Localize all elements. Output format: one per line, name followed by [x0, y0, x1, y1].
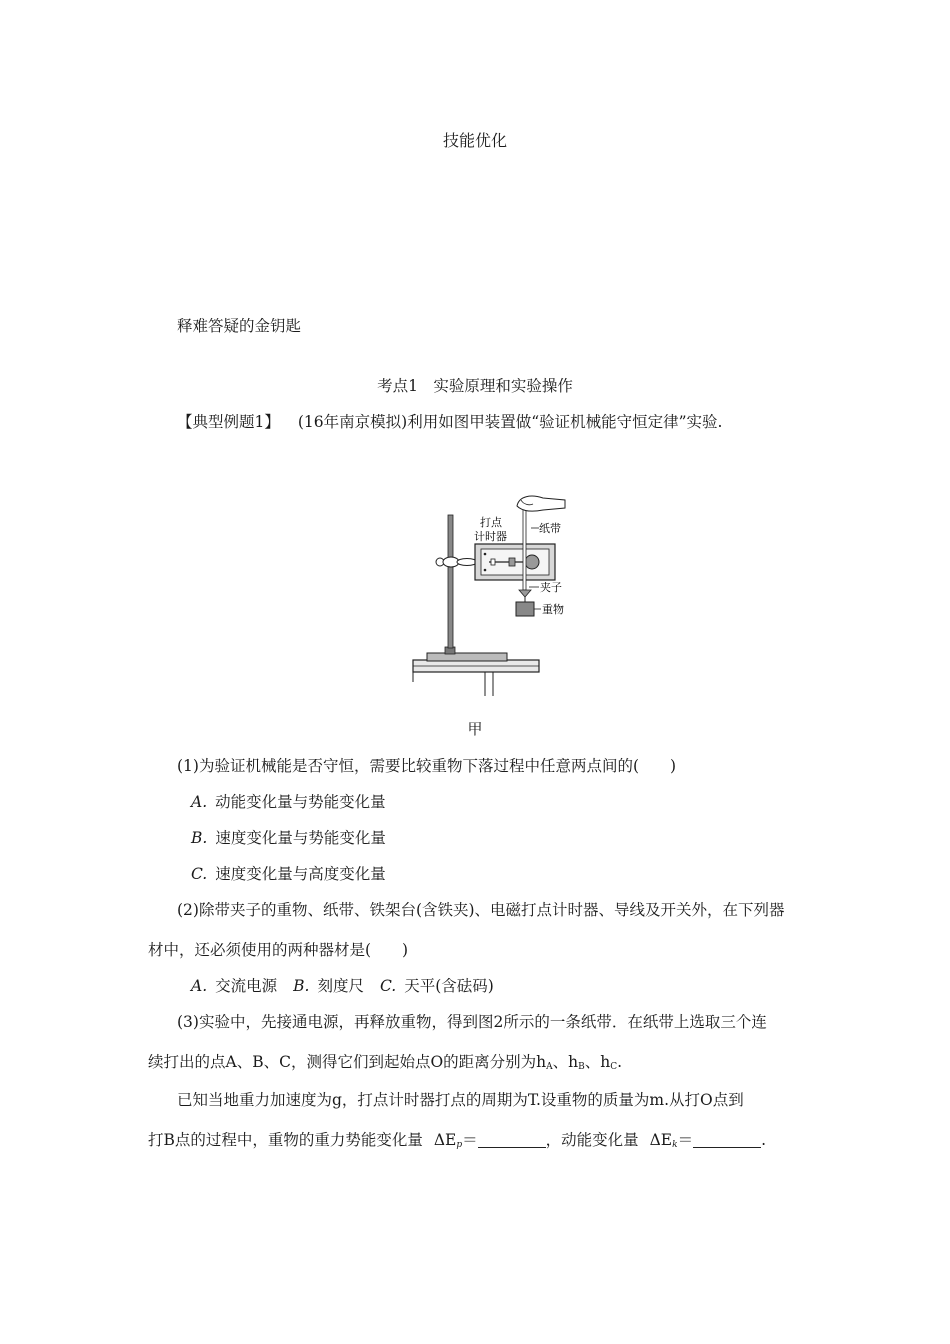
- apparatus-figure: [405, 490, 585, 700]
- q3-line2: 续打出的点A、B、C，测得它们到起始点O的距离分别为$h_A$、$h_B$、$h_C$.: [148, 1053, 623, 1072]
- paper-tape: [523, 498, 526, 590]
- apparatus-diagram: [405, 490, 585, 700]
- section-heading: 释难答疑的金钥匙: [177, 317, 302, 335]
- q2-stem-line2: 材中，还必须使用的两种器材是( ): [148, 941, 409, 959]
- timer-label-2: 计时器: [474, 530, 507, 543]
- weight-block: [516, 602, 534, 616]
- clamp-arm: [457, 559, 477, 566]
- stand-base: [427, 653, 507, 661]
- page-title: 技能优化: [442, 131, 507, 150]
- clip-label: 夹子: [540, 581, 562, 594]
- q1-option-c: C. 速度变化量与高度变化量: [191, 865, 386, 883]
- q3-line1: (3)实验中，先接通电源，再释放重物，得到图2所示的一条纸带．在纸带上选取三个连: [177, 1013, 767, 1031]
- q2-stem-line1: (2)除带夹子的重物、纸带、铁架台(含铁夹)、电磁打点计时器、导线及开关外，在下列器: [177, 901, 785, 919]
- example-text: (16年南京模拟)利用如图甲装置做“验证机械能守恒定律”实验.: [297, 413, 723, 431]
- tape-label: 纸带: [539, 522, 561, 535]
- figure-caption: 甲: [467, 720, 483, 738]
- q3-line3: 已知当地重力加速度为g，打点计时器打点的周期为T.设重物的质量为m.从打O点到: [177, 1091, 744, 1109]
- answer-blank-ek[interactable]: [693, 1133, 761, 1148]
- q1-option-a: A. 动能变化量与势能变化量: [191, 793, 386, 811]
- example-intro: [177, 410, 722, 432]
- answer-blank-ep[interactable]: [478, 1133, 546, 1148]
- timer-coil: [525, 555, 539, 569]
- q1-option-b: B. 速度变化量与势能变化量: [191, 829, 386, 847]
- timer-label-1: 打点: [480, 516, 502, 529]
- tape-clip: [519, 590, 531, 597]
- stand-rod: [448, 515, 453, 648]
- topic-heading: 考点1 实验原理和实验操作: [377, 377, 573, 395]
- weight-label: 重物: [542, 603, 564, 616]
- q2-options: A. 交流电源 B. 刻度尺 C. 天平(含砝码): [191, 977, 494, 995]
- q1-stem: (1)为验证机械能是否守恒，需要比较重物下落过程中任意两点间的( ): [177, 757, 677, 775]
- example-tag: 【典型例题1】: [177, 413, 280, 431]
- q3-line4: 打B点的过程中，重物的重力势能变化量 $\Delta E_p=$ ，动能变化量 $\Delta E_k=$ .: [148, 1131, 767, 1150]
